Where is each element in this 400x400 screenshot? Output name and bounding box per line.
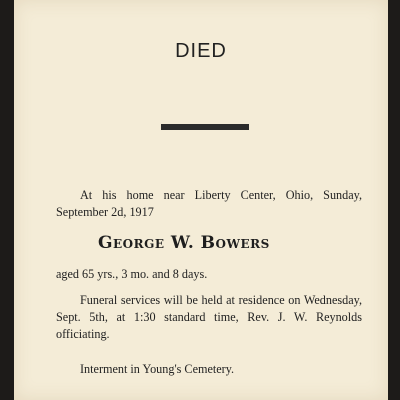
death-details: At his home near Liberty Center, Ohio, Sunday, September 2d, 1917: [56, 188, 362, 219]
age-at-death: aged 65 yrs., 3 mo. and 8 days.: [56, 267, 208, 281]
decorative-rule: [161, 124, 249, 130]
notice-title: DIED: [175, 40, 227, 62]
interment-details: Interment in Young's Cemetery.: [80, 362, 235, 376]
deceased-name: George W. Bowers: [98, 233, 270, 253]
funeral-services-details: Funeral services will be held at residence on Wednesday, Sept. 5th, at 1:30 standard time, Rev. J. W. Reynolds officiating.: [56, 293, 362, 341]
funeral-notice-card: [14, 0, 388, 400]
